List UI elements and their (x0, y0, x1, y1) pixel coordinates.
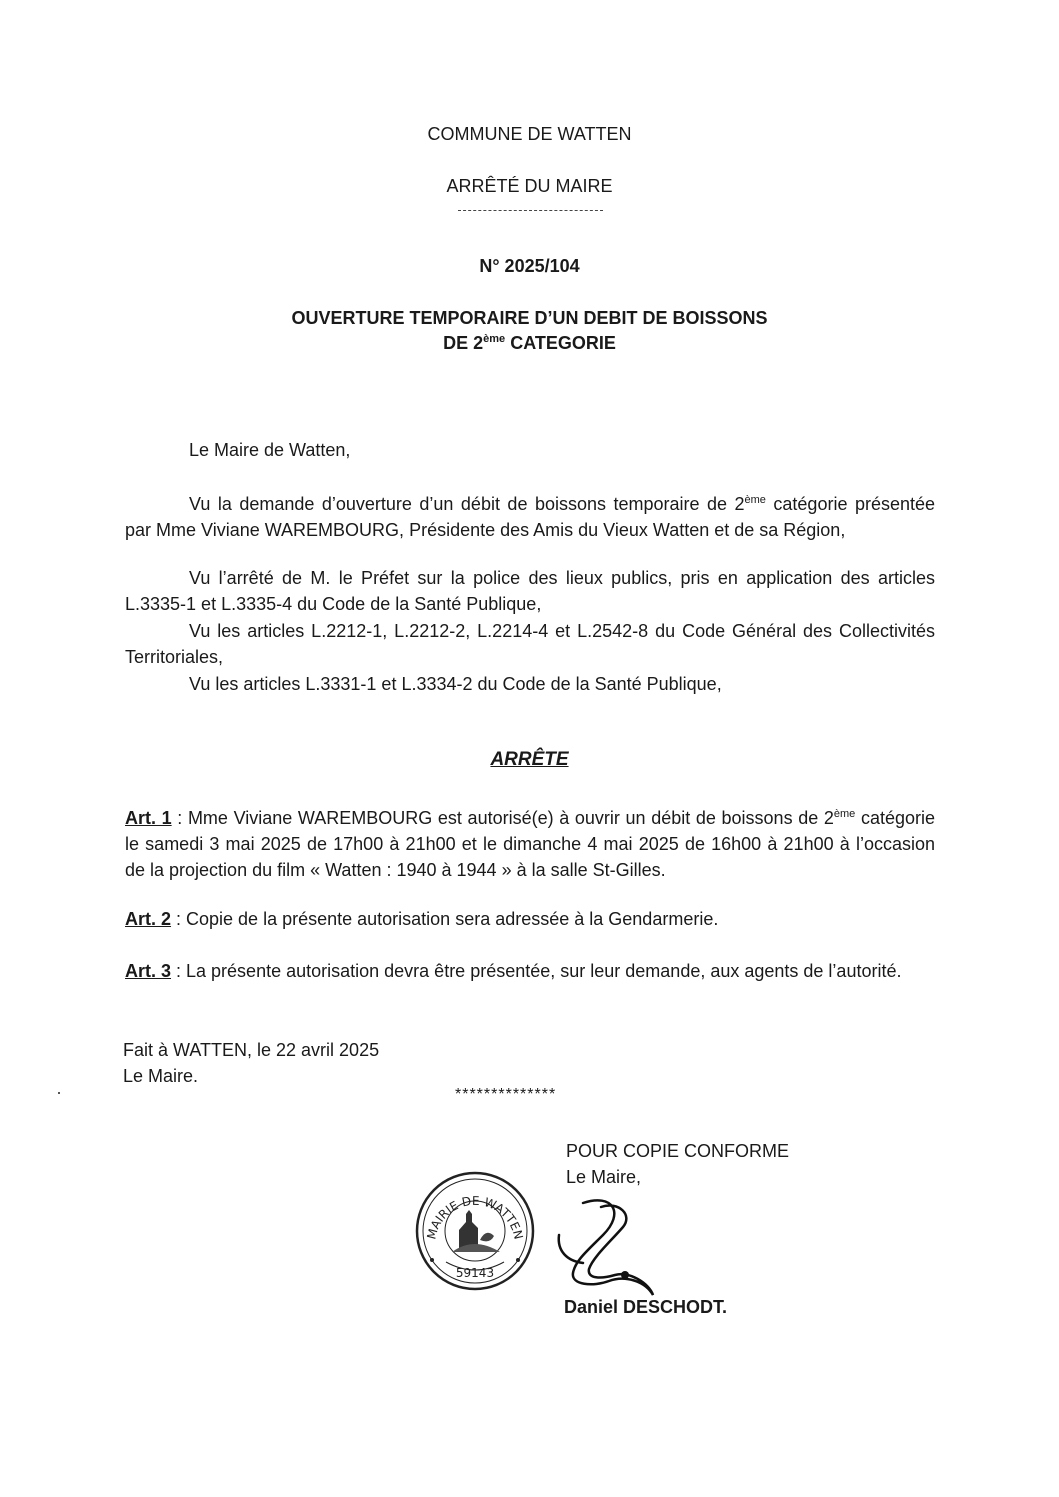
scan-speck (58, 1092, 60, 1094)
vu-demande: Vu la demande d’ouverture d’un débit de boissons temporaire de 2ème catégorie présentée par Mme Viviane WAREMBOURG, Présidente des Amis du Vieux Watten et de sa Région, (125, 494, 935, 540)
decree-title-line1: OUVERTURE TEMPORAIRE D’UN DEBIT DE BOISSONS (291, 308, 768, 328)
vu-articles-cgct: Vu les articles L.2212-1, L.2212-2, L.2214-4 et L.2542-8 du Code Général des Collectivités Territoriales, (125, 621, 935, 667)
signatory-name: Daniel DESCHODT. (564, 1297, 728, 1317)
vu-articles-csp: Vu les articles L.3331-1 et L.3334-2 du Code de la Santé Publique, (189, 674, 722, 694)
decree-number: N° 2025/104 (479, 256, 580, 276)
separator-dashes (458, 210, 603, 211)
mayor-signature (553, 1195, 671, 1305)
article-2: Art. 2 : Copie de la présente autorisation sera adressée à la Gendarmerie. (125, 909, 719, 929)
seal-arc-text: MAIRIE DE WATTEN (424, 1193, 526, 1241)
made-at-date: Fait à WATTEN, le 22 avril 2025 (123, 1040, 380, 1060)
commune-heading: COMMUNE DE WATTEN (427, 124, 632, 144)
stars-separator: ************** (455, 1086, 557, 1103)
copy-conforme-label: POUR COPIE CONFORME (566, 1141, 790, 1161)
vu-arrete-prefet: Vu l’arrêté de M. le Préfet sur la police des lieux publics, pris en application des articles L.3335-1 et L.3335-4 du Code de la Santé Publique, (125, 568, 935, 614)
doc-type-heading: ARRÊTÉ DU MAIRE (446, 176, 613, 196)
mairie-seal-stamp (414, 1170, 536, 1292)
decree-title-line2: DE 2ème CATEGORIE (443, 333, 616, 353)
copy-mayor-label: Le Maire, (566, 1167, 642, 1187)
arrete-heading: ARRÊTE (490, 749, 569, 770)
greeting: Le Maire de Watten, (189, 440, 351, 460)
seal-postal-code: 59143 (455, 1266, 495, 1280)
article-1: Art. 1 : Mme Viviane WAREMBOURG est autorisé(e) à ouvrir un débit de boissons de 2ème catégorie le samedi 3 mai 2025 de 17h00 à 21h00 et le dimanche 4 mai 2025 de 16h00 à 21h00 à l’occasion de la projection du film « Watten : 1940 à 1944 » à la salle St-Gilles. (125, 808, 935, 880)
mayor-line: Le Maire. (123, 1066, 199, 1086)
article-3: Art. 3 : La présente autorisation devra être présentée, sur leur demande, aux agents de l’autorité. (125, 961, 902, 981)
